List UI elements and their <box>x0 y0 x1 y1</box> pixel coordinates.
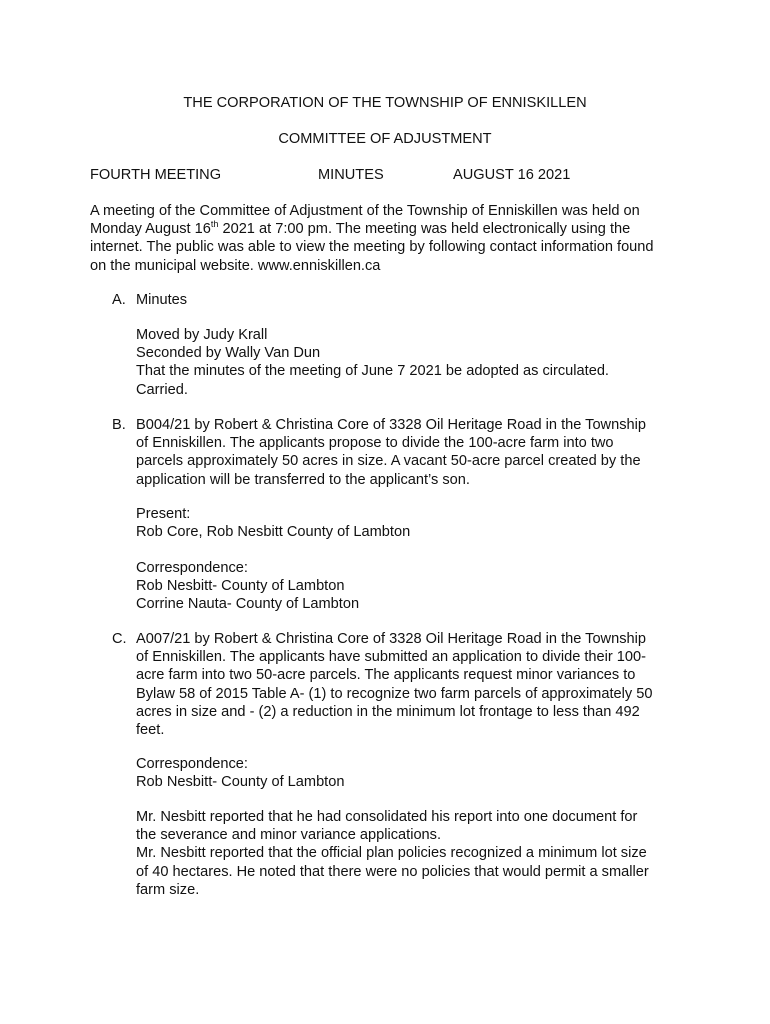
intro-paragraph <box>90 202 690 275</box>
motion-text: That the minutes of the meeting of June 7 2021 be adopted as circulated. <box>136 363 609 380</box>
intro-text: 2021 at 7:00 pm. The meeting was held electronically using the <box>218 221 631 238</box>
item-b-line: B004/21 by Robert & Christina Core of 3328 Oil Heritage Road in the Township <box>136 417 646 433</box>
report-line: Mr. Nesbitt reported that the official plan policies recognized a minimum lot size <box>136 845 647 862</box>
document-title: THE CORPORATION OF THE TOWNSHIP OF ENNISKILLEN <box>183 95 587 111</box>
item-c-line: feet. <box>136 722 165 739</box>
item-a-marker: A. <box>112 292 126 308</box>
report-line: farm size. <box>136 881 200 898</box>
document-type: MINUTES <box>318 167 384 183</box>
correspondence-label: Correspondence: <box>136 560 248 576</box>
item-c-description <box>136 630 696 739</box>
document-subtitle: COMMITTEE OF ADJUSTMENT <box>278 131 492 147</box>
report-line: the severance and minor variance applications. <box>136 827 442 844</box>
item-b-marker: B. <box>112 417 126 433</box>
item-b-line: parcels approximately 50 acres in size. A vacant 50-acre parcel created by the <box>136 453 641 470</box>
meeting-date: AUGUST 16 2021 <box>453 167 571 183</box>
correspondence-entry: Rob Nesbitt- County of Lambton <box>136 578 345 595</box>
item-c-marker: C. <box>112 631 127 647</box>
intro-text: Monday August 16 <box>90 221 211 238</box>
present-label: Present: <box>136 506 191 522</box>
item-b-line: of Enniskillen. The applicants propose to divide the 100-acre farm into two <box>136 435 614 452</box>
intro-line: on the municipal website. www.enniskillen.ca <box>90 257 381 274</box>
item-a-heading: Minutes <box>136 292 188 308</box>
item-a-motion <box>136 326 696 399</box>
intro-line: A meeting of the Committee of Adjustment of the Township of Enniskillen was held on <box>90 203 640 219</box>
item-c-line: A007/21 by Robert & Christina Core of 3328 Oil Heritage Road in the Township <box>136 631 646 647</box>
moved-by: Moved by Judy Krall <box>136 327 268 343</box>
correspondence-entry: Rob Nesbitt- County of Lambton <box>136 774 345 791</box>
report-line: of 40 hectares. He noted that there were no policies that would permit a smaller <box>136 863 649 880</box>
item-c-line: acres in size and - (2) a reduction in the minimum lot frontage to less than 492 <box>136 703 640 720</box>
present-names: Rob Core, Rob Nesbitt County of Lambton <box>136 524 411 541</box>
item-b-description <box>136 416 696 489</box>
item-b-present <box>136 505 696 541</box>
item-c-correspondence <box>136 755 696 791</box>
correspondence-entry: Corrine Nauta- County of Lambton <box>136 596 360 613</box>
seconded-by: Seconded by Wally Van Dun <box>136 345 321 362</box>
date-ordinal-suffix: th <box>210 219 219 230</box>
motion-result: Carried. <box>136 381 188 398</box>
correspondence-label: Correspondence: <box>136 756 248 772</box>
item-c-line: acre farm into two 50-acre parcels. The applicants request minor variances to <box>136 667 636 684</box>
item-c-line: Bylaw 58 of 2015 Table A- (1) to recognize two farm parcels of approximately 50 <box>136 685 653 702</box>
item-c-report <box>136 808 696 899</box>
intro-line: internet. The public was able to view the meeting by following contact information found <box>90 239 654 256</box>
item-c-line: of Enniskillen. The applicants have submitted an application to divide their 100- <box>136 649 647 666</box>
report-line: Mr. Nesbitt reported that he had consolidated his report into one document for <box>136 809 638 825</box>
item-b-correspondence <box>136 559 696 614</box>
intro-line <box>90 220 690 238</box>
meeting-label: FOURTH MEETING <box>90 167 222 183</box>
item-b-line: application will be transferred to the applicant’s son. <box>136 471 470 488</box>
